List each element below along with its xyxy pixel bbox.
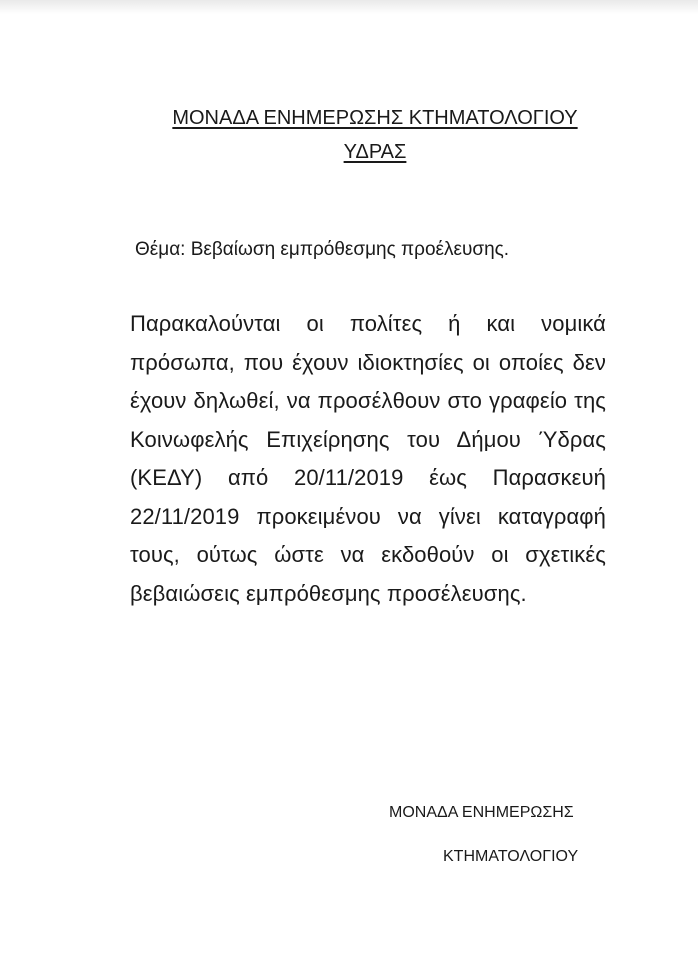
- header-subtitle: ΥΔΡΑΣ: [343, 141, 407, 163]
- header-title: ΜΟΝΑΔΑ ΕΝΗΜΕΡΩΣΗΣ ΚΤΗΜΑΤΟΛΟΓΙΟΥ: [172, 107, 578, 129]
- signature-line-2: ΚΤΗΜΑΤΟΛΟΓΙΟΥ: [443, 848, 579, 865]
- scan-edge: [0, 0, 698, 14]
- signature-line-1: ΜΟΝΑΔΑ ΕΝΗΜΕΡΩΣΗΣ: [389, 804, 574, 821]
- body-paragraph: Παρακαλούνται οι πολίτες ή και νομικά πρόσωπα, που έχουν ιδιοκτησίες οι οποίες δεν έχουν δηλωθεί, να προσέλθουν στο γραφείο της Κοινωφελής Επιχείρησης του Δήμου Ύδρας (ΚΕΔΥ) από 20/11/2019 έως Παρασκευή 22/11/2019 προκειμένου να γίνει καταγραφή τους, ούτως ώστε να εκδοθούν οι σχετικές βεβαιώσεις εμπρόθεσμης προσέλευσης.: [130, 311, 606, 606]
- subject-line: Θέμα: Βεβαίωση εμπρόθεσμης προέλευσης.: [135, 239, 510, 260]
- document-header: [0, 101, 698, 169]
